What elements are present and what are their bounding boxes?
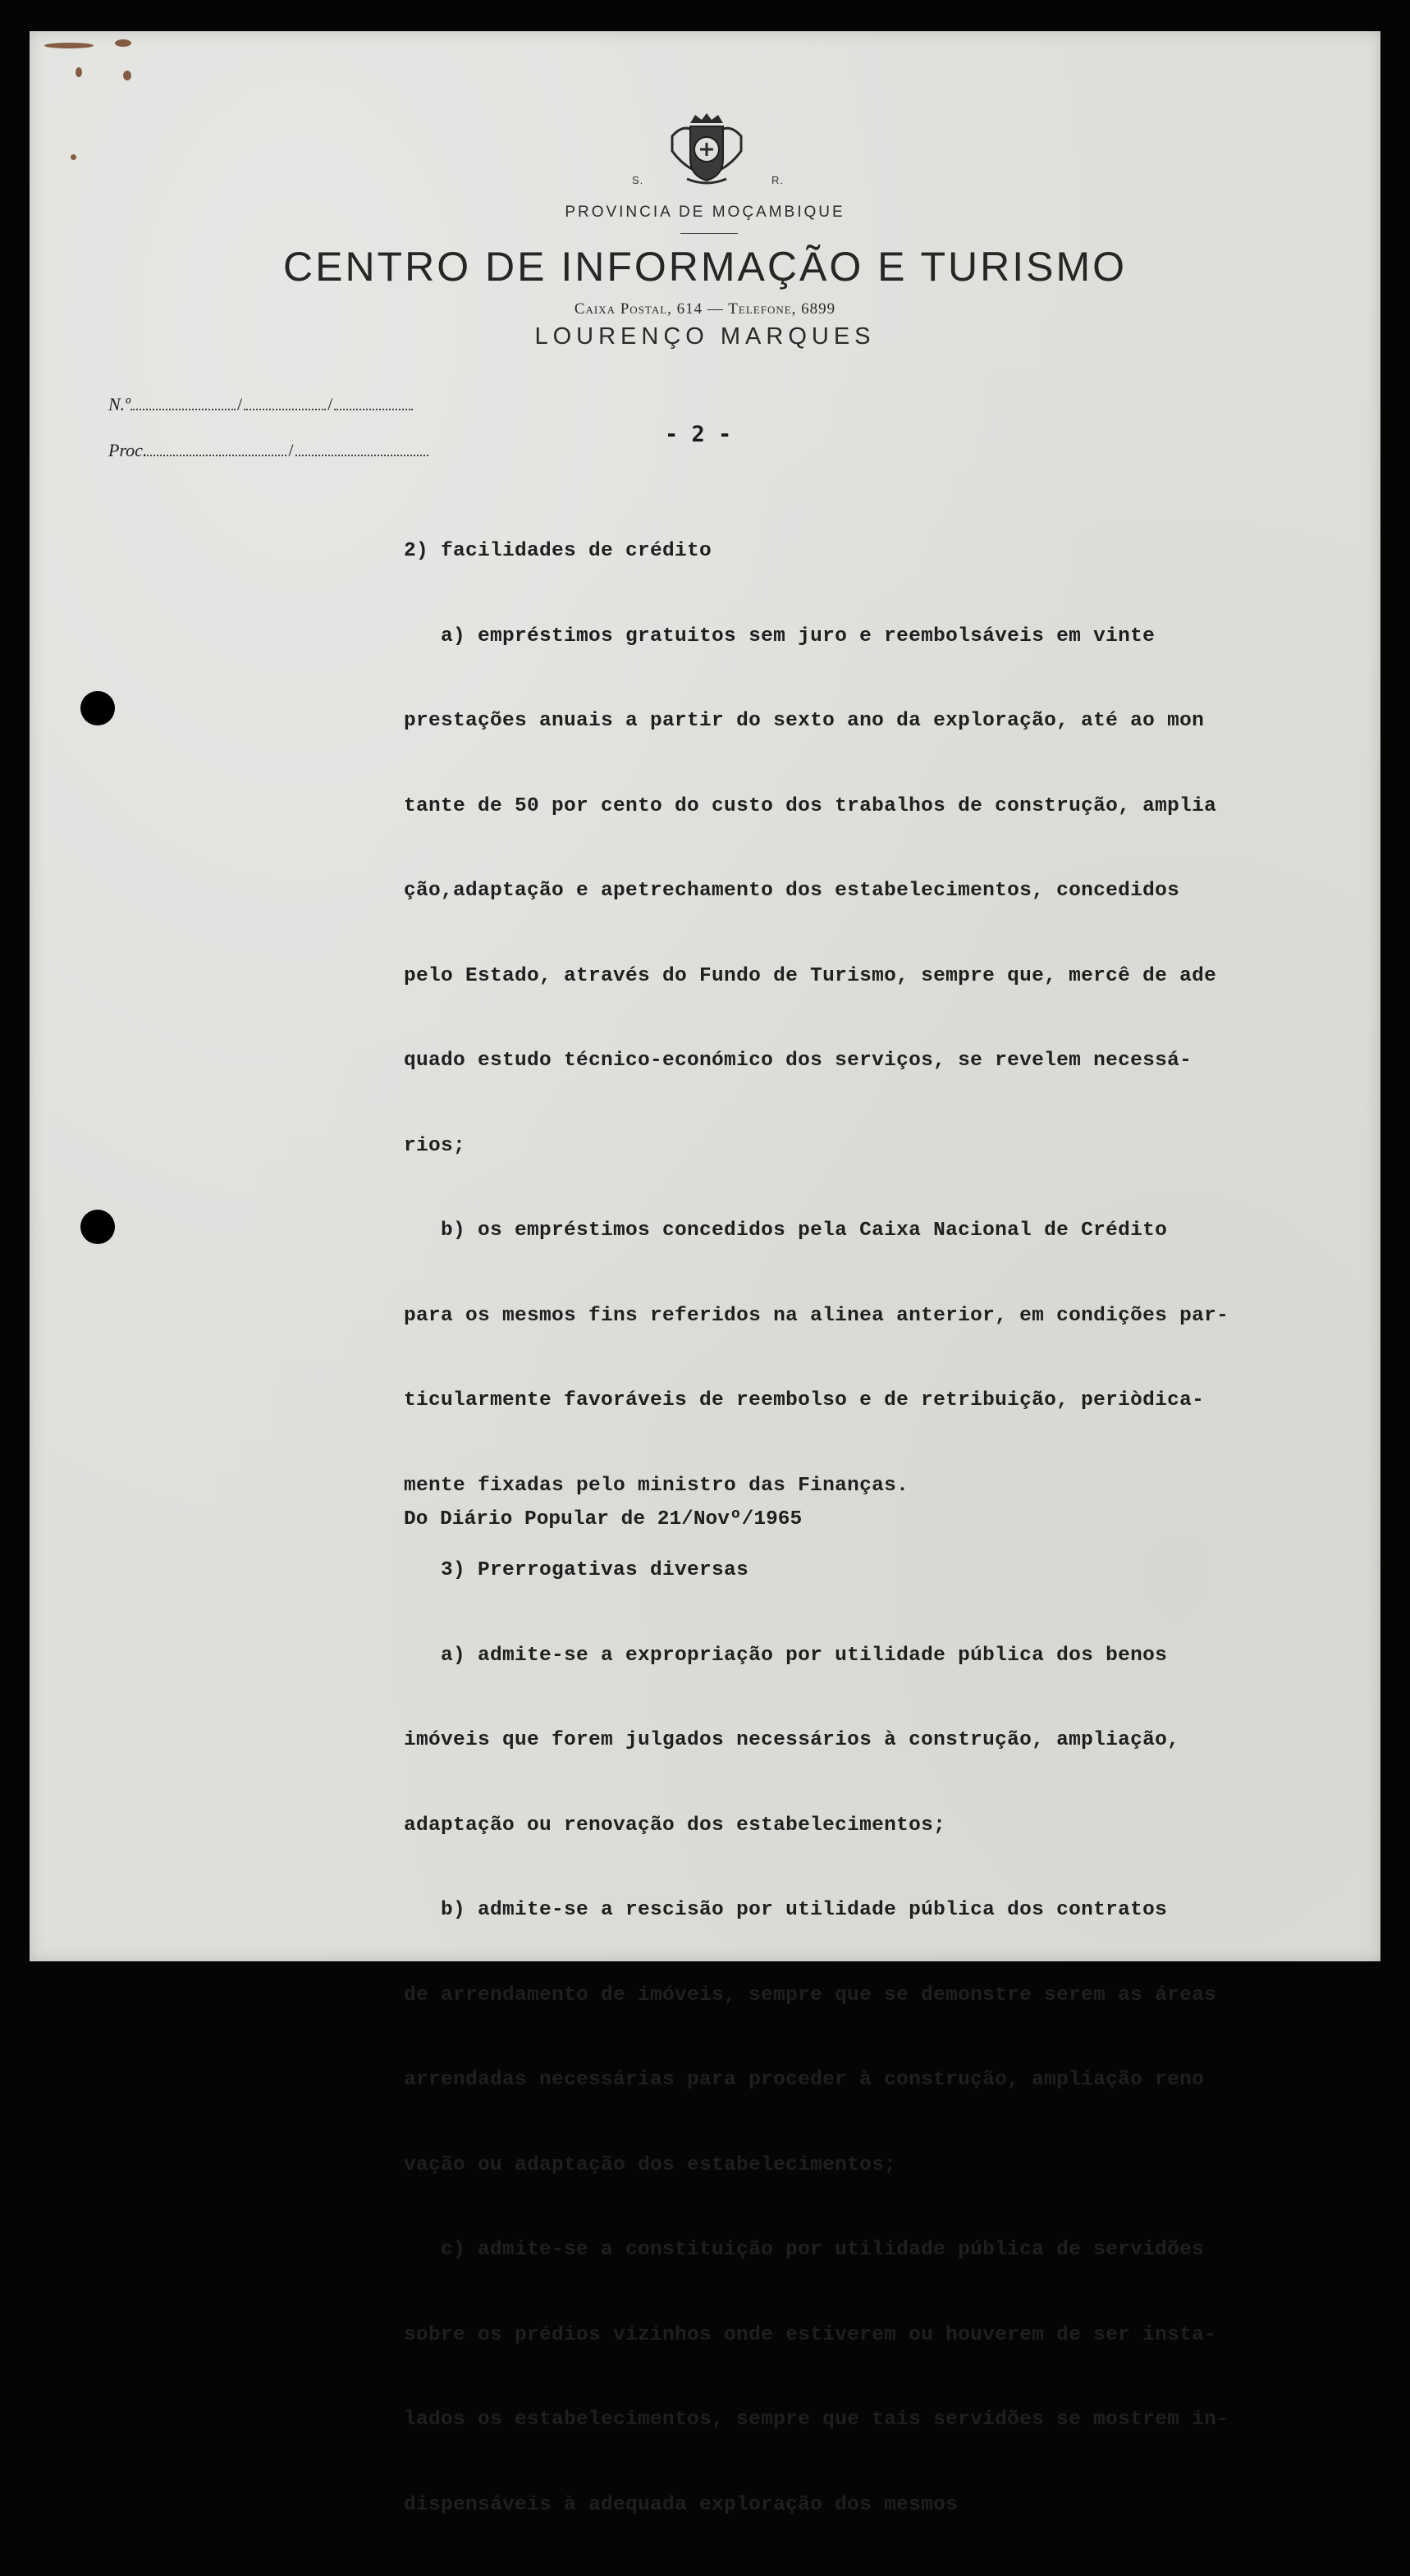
text-line: lados os estabelecimentos, sempre que tais servidões se mostrem in- <box>404 2409 1229 2431</box>
proc-field: Proc. / <box>108 440 428 461</box>
letterhead-emblem-row <box>30 112 1380 194</box>
text-line: b) admite-se a rescisão por utilidade pública dos contratos <box>404 1899 1168 1921</box>
text-line: rios; <box>404 1134 466 1157</box>
text-line: b) os empréstimos concedidos pela Caixa Nacional de Crédito <box>404 1219 1168 1242</box>
text-line: para os mesmos fins referidos na alinea anterior, em condições par- <box>404 1304 1229 1327</box>
number-label: N.º <box>108 394 130 414</box>
text-line: a) admite-se a expropriação por utilidade pública dos benos <box>404 1644 1168 1667</box>
number-blank-1 <box>130 394 236 410</box>
contact-line: Caixa Postal, 614 — Telefone, 6899 <box>574 300 836 318</box>
coat-of-arms-icon <box>666 112 748 187</box>
rust-stain <box>76 67 82 77</box>
text-line: tante de 50 por cento do custo dos trabalhos de construção, amplia <box>404 794 1217 817</box>
text-line: adaptação ou renovação dos estabelecimentos; <box>404 1814 946 1837</box>
proc-blank-1 <box>147 440 286 456</box>
text-line: ticularmente favoráveis de reembolso e de retribuição, periòdica- <box>404 1389 1205 1412</box>
text-line: vação ou adaptação dos estabelecimentos; <box>404 2153 897 2176</box>
text-line: c) admite-se a constituição por utilidade pública de servidões <box>404 2239 1205 2261</box>
city-name: LOURENÇO MARQUES <box>534 323 876 350</box>
text-line: dispensáveis à adequada exploração dos mesmos <box>404 2493 959 2516</box>
text-line: quado estudo técnico-económico dos serviços, se revelem necessá- <box>404 1050 1193 1072</box>
document-page <box>30 31 1380 2516</box>
s-label: S. <box>632 174 644 186</box>
text-line: sobre os prédios vizinhos onde estiverem ou houverem de ser insta- <box>404 2323 1217 2346</box>
proc-blank-2 <box>295 440 428 456</box>
rust-stain <box>123 71 131 80</box>
text-line: pelo Estado, através do Fundo de Turismo, sempre que, mercê de ade <box>404 964 1217 987</box>
text-line: mente fixadas pelo ministro das Finanças. <box>404 1474 909 1497</box>
rust-stain <box>115 39 131 47</box>
text-line: de arrendamento de imóveis, sempre que se demonstre serem as áreas <box>404 1983 1217 2006</box>
source-footer: Do Diário Popular de 21/Novº/1965 <box>404 1508 803 1531</box>
heading-divider <box>680 233 738 234</box>
text-line: imóveis que forem julgados necessários à construção, ampliação, <box>404 1729 1180 1751</box>
number-blank-3 <box>334 394 413 410</box>
province-heading: PROVINCIA DE MOÇAMBIQUE <box>565 204 845 221</box>
number-field: N.º / / <box>108 394 413 415</box>
rust-stain <box>44 43 94 48</box>
text-line: a) empréstimos gratuitos sem juro e reembolsáveis em vinte <box>404 625 1156 647</box>
r-label: R. <box>771 174 784 186</box>
organization-title: CENTRO DE INFORMAÇÃO E TURISMO <box>282 244 1127 290</box>
punch-hole <box>80 691 115 725</box>
proc-label: Proc. <box>108 440 148 460</box>
text-line: prestações anuais a partir do sexto ano da exploração, até ao mon <box>404 710 1205 732</box>
text-line: 3) Prerrogativas diversas <box>404 1559 749 1581</box>
number-blank-2 <box>244 394 326 410</box>
text-line: 2) facilidades de crédito <box>404 540 712 562</box>
text-line: arrendadas necessárias para proceder à construção, ampliação reno <box>404 2069 1205 2091</box>
text-line: ção,adaptação e apetrechamento dos estabelecimentos, concedidos <box>404 880 1180 902</box>
page-number: - 2 - <box>665 422 732 447</box>
punch-hole <box>80 1210 115 1244</box>
